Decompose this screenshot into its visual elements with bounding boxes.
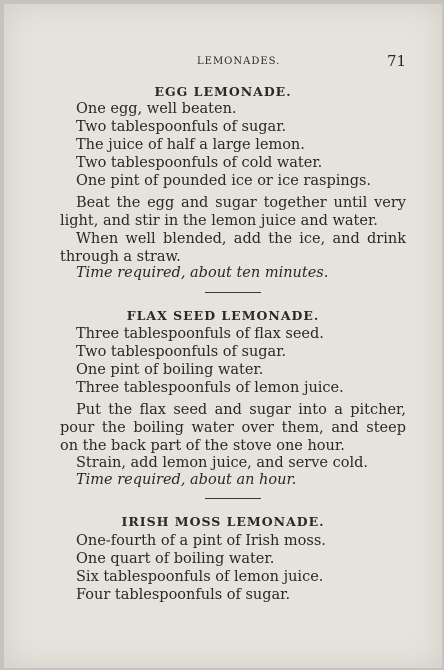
ingredient-line: Two tablespoonfuls of cold water. [76, 155, 323, 171]
time-required: Time required, about an hour. [76, 472, 297, 488]
ingredient-line: One-fourth of a pint of Irish moss. [76, 533, 326, 549]
method-paragraph: When well blended, add the ice, and drink through a straw. [60, 231, 406, 265]
recipe-title-flax-seed-lemonade: FLAX SEED LEMONADE. [126, 308, 320, 323]
method-paragraph: Put the flax seed and sugar into a pitcher, pour the boiling water over them, and steep on the back part of the stove one hour. [60, 402, 406, 454]
method-paragraph: Strain, add lemon juice, and serve cold. [76, 455, 368, 471]
section-divider [205, 498, 261, 499]
ingredient-line: One egg, well beaten. [76, 101, 237, 117]
ingredient-line: Three tablespoonfuls of lemon juice. [76, 380, 344, 396]
ingredient-line: Two tablespoonfuls of sugar. [76, 344, 287, 360]
ingredient-line: One quart of boiling water. [76, 551, 275, 567]
running-head: LEMONADES. [197, 56, 281, 67]
section-divider [205, 292, 261, 293]
ingredient-line: One pint of boiling water. [76, 362, 264, 378]
method-paragraph: Beat the egg and sugar together until very light, and stir in the lemon juice and water. [60, 195, 406, 229]
ingredient-line: Four tablespoonfuls of sugar. [76, 587, 291, 603]
ingredient-line: Three tablespoonfuls of flax seed. [76, 326, 324, 342]
ingredient-line: The juice of half a large lemon. [76, 137, 305, 153]
time-required: Time required, about ten minutes. [76, 265, 329, 281]
recipe-title-irish-moss-lemonade: IRISH MOSS LEMONADE. [121, 514, 325, 529]
book-page [4, 4, 442, 668]
page-number: 71 [387, 52, 407, 70]
ingredient-line: One pint of pounded ice or ice raspings. [76, 173, 372, 189]
ingredient-line: Six tablespoonfuls of lemon juice. [76, 569, 324, 585]
recipe-title-egg-lemonade: EGG LEMONADE. [154, 84, 292, 99]
ingredient-line: Two tablespoonfuls of sugar. [76, 119, 287, 135]
